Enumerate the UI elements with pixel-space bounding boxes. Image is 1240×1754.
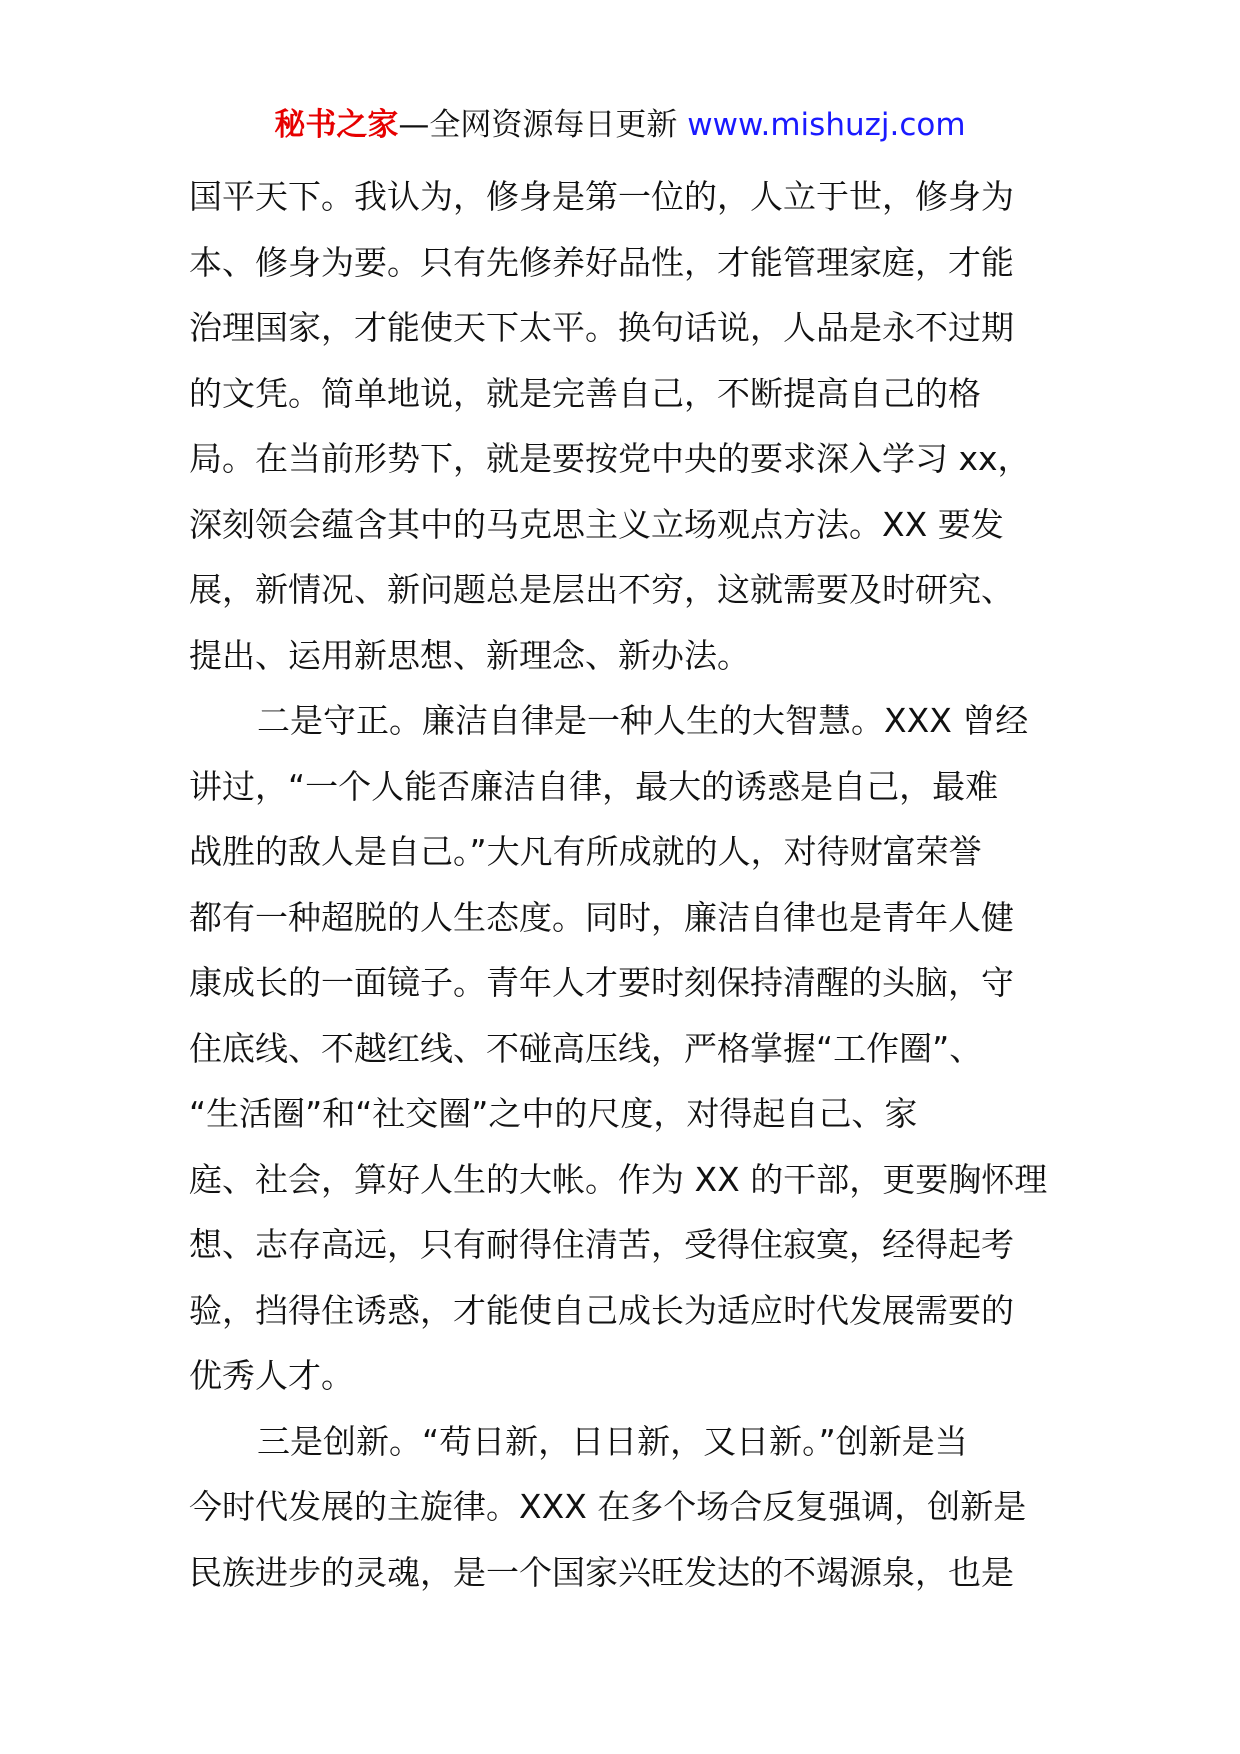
text-line: 战胜的敌人是自己。”大凡有所成就的人，对待财富荣誉 — [189, 832, 982, 871]
text-line: 今时代发展的主旋律。XXX 在多个场合反复强调，创新是 — [189, 1487, 1027, 1526]
text-line: 庭、社会，算好人生的大帐。作为 XX 的干部，更要胸怀理 — [189, 1159, 1048, 1199]
site-slogan: —全网资源每日更新 — [398, 107, 678, 143]
text-line: 深刻领会蕴含其中的马克思主义立场观点方法。XX 要发 — [189, 504, 1004, 544]
text-line: 讲过，“一个人能否廉洁自律，最大的诱惑是自己，最难 — [189, 766, 999, 806]
text-line: “生活圈”和“社交圈”之中的尺度，对得起自己、家 — [189, 1094, 918, 1133]
text-line: 想、志存高远，只有耐得住清苦，受得住寂寞，经得起考 — [189, 1225, 1014, 1264]
text-line: 优秀人才。 — [189, 1356, 354, 1395]
site-url-link[interactable]: www.mishuzj.com — [687, 107, 966, 143]
text-line: 住底线、不越红线、不碰高压线，严格掌握“工作圈”、 — [189, 1028, 983, 1068]
text-line: 局。在当前形势下，就是要按党中央的要求深入学习 xx， — [189, 439, 1031, 478]
text-line: 展，新情况、新问题总是层出不穷，这就需要及时研究、 — [189, 570, 1014, 609]
text-line: 三是创新。“苟日新，日日新，又日新。”创新是当 — [257, 1421, 968, 1461]
text-line: 治理国家，才能使天下太平。换句话说，人品是永不过期 — [189, 308, 1014, 347]
site-header — [0, 100, 1240, 150]
text-line: 提出、运用新思想、新理念、新办法。 — [189, 635, 750, 675]
text-line: 的文凭。简单地说，就是完善自己，不断提高自己的格 — [189, 373, 981, 413]
text-line: 验，挡得住诱惑，才能使自己成长为适应时代发展需要的 — [189, 1290, 1014, 1330]
text-line: 国平天下。我认为，修身是第一位的，人立于世，修身为 — [189, 177, 1014, 216]
text-line: 民族进步的灵魂，是一个国家兴旺发达的不竭源泉，也是 — [189, 1552, 1014, 1592]
text-line: 都有一种超脱的人生态度。同时，廉洁自律也是青年人健 — [189, 897, 1014, 937]
site-brand: 秘书之家 — [274, 107, 399, 143]
text-line: 康成长的一面镜子。青年人才要时刻保持清醒的头脑，守 — [189, 963, 1014, 1002]
text-line: 本、修身为要。只有先修养好品性，才能管理家庭，才能 — [189, 242, 1014, 282]
document-body — [189, 164, 1065, 1605]
text-line: 二是守正。廉洁自律是一种人生的大智慧。XXX 曾经 — [257, 701, 1029, 740]
